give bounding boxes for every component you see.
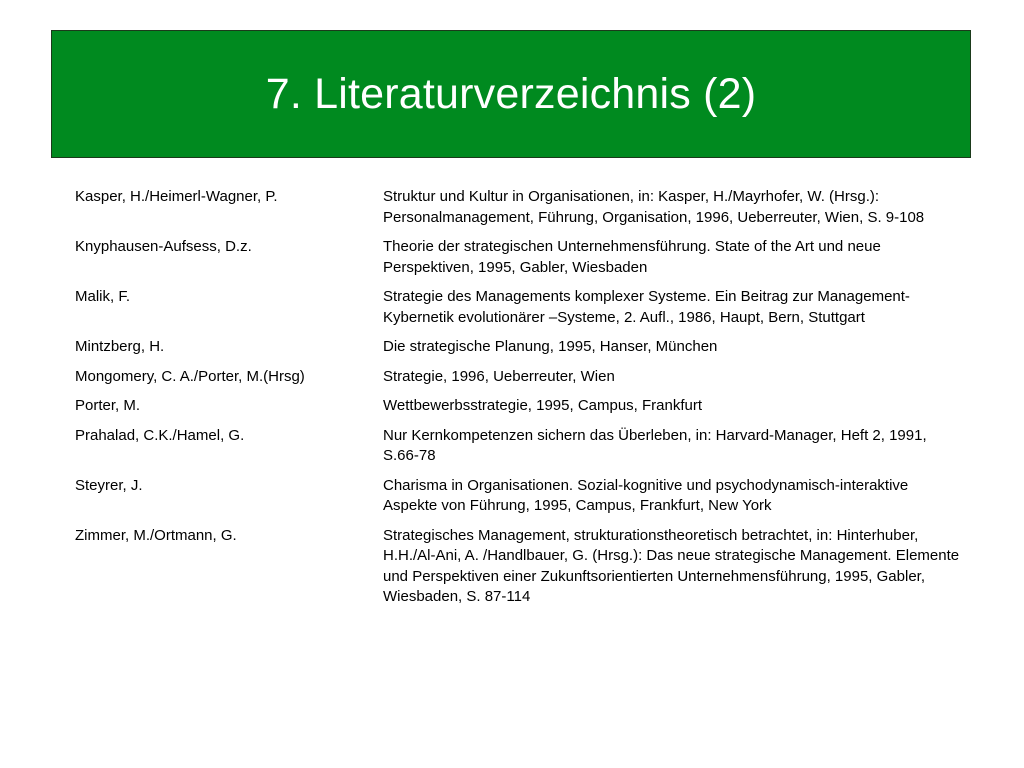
reference-row	[75, 476, 975, 517]
reference-author: Prahalad, C.K./Hamel, G.	[75, 426, 245, 444]
reference-work: Nur Kernkompetenzen sichern das Überleben, in: Harvard-Manager, Heft 2, 1991, S.66-78	[383, 426, 927, 464]
reference-author: Kasper, H./Heimerl-Wagner, P.	[75, 188, 278, 205]
reference-author: Malik, F.	[75, 288, 131, 305]
slide-title: 7. Literaturverzeichnis (2)	[265, 69, 757, 118]
reference-row	[75, 396, 975, 417]
reference-author: Mongomery, C. A./Porter, M.(Hrsg)	[75, 367, 305, 385]
reference-work: Charisma in Organisationen. Sozial-kognitive und psychodynamisch-interaktive Aspekte von Führung, 1995, Campus, Frankfurt, New York	[383, 476, 909, 514]
reference-work: Strategisches Management, strukturationstheoretisch betrachtet, in: Hinterhuber, H.H./Al-Ani, A. /Handlbauer, G. (Hrsg.): Das neue strategische Management. Elemente und Perspektiven einer Zukunftsorientierten Unternehmensführung, 1995, Gabler, Wiesbaden, S. 87-114	[383, 526, 960, 605]
reference-row	[75, 367, 975, 388]
reference-row	[75, 337, 975, 358]
reference-work: Strategie, 1996, Ueberreuter, Wien	[383, 367, 615, 385]
reference-work: Struktur und Kultur in Organisationen, in: Kasper, H./Mayrhofer, W. (Hrsg.): Personalmanagement, Führung, Organisation, 1996, Ueberreuter, Wien, S. 9-108	[383, 188, 925, 226]
reference-row	[75, 426, 975, 467]
reference-author: Steyrer, J.	[75, 476, 143, 494]
reference-work: Wettbewerbsstrategie, 1995, Campus, Frankfurt	[383, 397, 703, 414]
title-bar	[51, 30, 971, 158]
reference-work: Strategie des Managements komplexer Systeme. Ein Beitrag zur Management-Kybernetik evolutionärer –Systeme, 2. Aufl., 1986, Haupt, Bern, Stuttgart	[383, 288, 910, 326]
reference-work: Die strategische Planung, 1995, Hanser, München	[383, 338, 718, 355]
reference-row	[75, 187, 975, 228]
reference-author: Zimmer, M./Ortmann, G.	[75, 526, 237, 544]
reference-author: Porter, M.	[75, 397, 141, 414]
reference-row	[75, 287, 975, 328]
reference-list	[75, 187, 975, 617]
reference-row	[75, 237, 975, 278]
reference-author: Mintzberg, H.	[75, 338, 165, 355]
reference-work: Theorie der strategischen Unternehmensführung. State of the Art und neue Perspektiven, 1995, Gabler, Wiesbaden	[383, 238, 881, 276]
reference-row	[75, 526, 975, 608]
reference-author: Knyphausen-Aufsess, D.z.	[75, 238, 252, 255]
